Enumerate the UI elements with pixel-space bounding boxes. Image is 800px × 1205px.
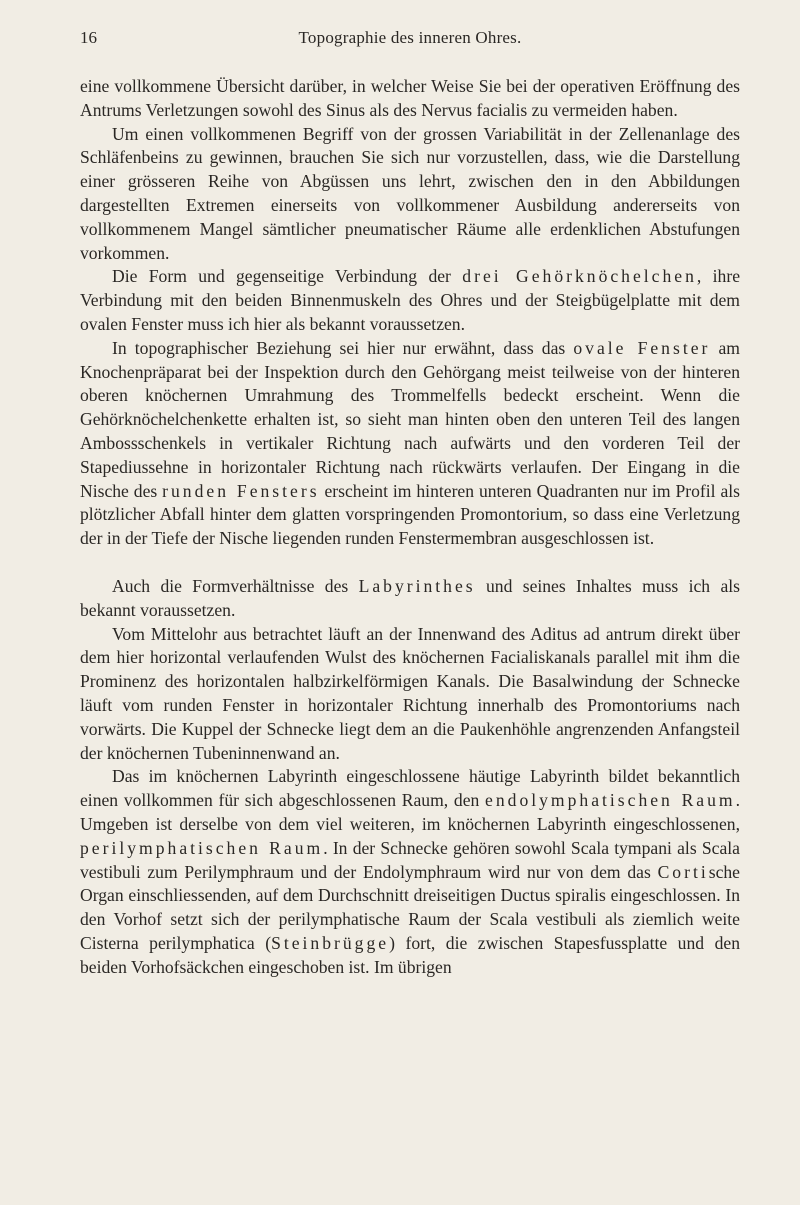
body-text <box>80 75 740 979</box>
paragraph-7 <box>80 765 740 979</box>
text-run: . In der Schnecke gehören sowohl Scala tympani als Scala vestibuli zum Perilymphraum und der Endolymphraum wird nur von dem das <box>80 837 740 882</box>
text-run: Das im knöchernen Labyrinth eingeschlossene häutige Labyrinth bildet bekanntlich einen vollkommen für sich abgeschlossenen Raum, den <box>80 766 740 811</box>
paragraph-3 <box>80 265 740 336</box>
text-run: ) fort, die zwischen Stapesfussplatte und den beiden Vorhofsäckchen eingeschoben ist. Im übrigen <box>80 932 740 977</box>
text-run: sche Organ einschliessenden, auf dem Durchschnitt dreiseitigen Ductus spiralis eingeschlossen. In den Vorhof setzt sich der perilymphatische Raum der Scala vestibuli als ziemlich weite Cisterna perilymphatica ( <box>80 861 740 953</box>
emphasis-labyrinthes: Labyrinthes <box>358 575 476 596</box>
paragraph-5 <box>80 575 740 623</box>
paragraph-1: eine vollkommene Übersicht darüber, in welcher Weise Sie bei der operativen Eröffnung des Antrums Verletzungen sowohl des Sinus als des Nervus facialis zu vermeiden haben. <box>80 76 740 120</box>
emphasis-endolymphatischen-raum: endolymphatischen Raum <box>485 790 736 811</box>
paragraph-6: Vom Mittelohr aus betrachtet läuft an der Innenwand des Aditus ad antrum direkt über dem hier horizontal verlaufenden Wulst des knöchernen Facialiskanals parallel mit ihm die Prominenz des horizontalen halbzirkelförmigen Kanals. Die Basalwindung der Schnecke läuft vom runden Fenster in horizontaler Richtung innerhalb des Promontoriums nach vorwärts. Die Kuppel der Schnecke liegt dem an die Paukenhöhle angrenzenden Anfangsteil der knöchernen Tubeninnenwand an. <box>80 623 740 763</box>
emphasis-perilymphatischen-raum: perilymphatischen Raum <box>80 837 324 858</box>
page-header <box>80 28 740 58</box>
text-run: Die Form und gegenseitige Verbindung der <box>112 266 463 287</box>
emphasis-ovale-fenster: ovale Fenster <box>573 337 711 358</box>
emphasis-corti: Corti <box>657 861 709 882</box>
emphasis-gehoerknoechelchen: drei Gehörknöchelchen <box>462 266 697 287</box>
emphasis-runden-fensters: runden Fensters <box>162 480 320 501</box>
section-gap <box>80 551 740 575</box>
text-run: erscheint im hinteren unteren Quadranten nur im Profil als plötzlicher Abfall hinter dem glatten vorspringenden Promontorium, so dass eine Verletzung der in der Tiefe der Nische liegenden runden Fenstermembran ausgeschlossen ist. <box>80 480 740 549</box>
text-run: und seines Inhaltes muss ich als bekannt voraussetzen. <box>80 575 740 620</box>
text-run: Auch die Formverhältnisse des <box>112 575 359 596</box>
emphasis-steinbruegge: Steinbrügge <box>271 932 390 953</box>
text-run: . Umgeben ist derselbe von dem viel weiteren, im knöchernen Labyrinth eingeschlossenen, <box>80 790 741 834</box>
text-run: In topographischer Beziehung sei hier nur erwähnt, dass das <box>112 337 574 358</box>
paragraph-4 <box>80 337 740 551</box>
page-number: 16 <box>80 28 97 47</box>
text-run: am Knochenpräparat bei der Inspektion durch den Gehörgang meist teilweise von der hinteren oberen knöchernen Umrahmung des Trommelfells bedeckt erscheint. Wenn die Gehörknöchelchenkette erhalten ist, so sieht man hinten oben den unteren Teil des langen Ambossschenkels in vertikaler Richtung nach aufwärts und den vorderen Teil der Stapediussehne in horizontaler Richtung nach rückwärts verlaufen. Der Eingang in die Nische des <box>80 337 740 501</box>
paragraph-2: Um einen vollkommenen Begriff von der grossen Variabilität in der Zellenanlage des Schläfenbeins zu gewinnen, brauchen Sie sich nur vorzustellen, dass, wie die Darstellung einer grösseren Reihe von Abgüssen uns lehrt, zwischen den in den Abbildungen dargestellten Extremen einerseits von vollkommener Ausbildung andererseits von vollkommenem Mangel sämtlicher pneumatischer Räume alle erdenklichen Abstufungen vorkommen. <box>80 123 740 263</box>
running-title: Topographie des inneren Ohres. <box>298 28 522 47</box>
text-run: , ihre Verbindung mit den beiden Binnenmuskeln des Ohres und der Steigbügelplatte mit dem ovalen Fenster muss ich hier als bekannt voraussetzen. <box>80 266 741 334</box>
